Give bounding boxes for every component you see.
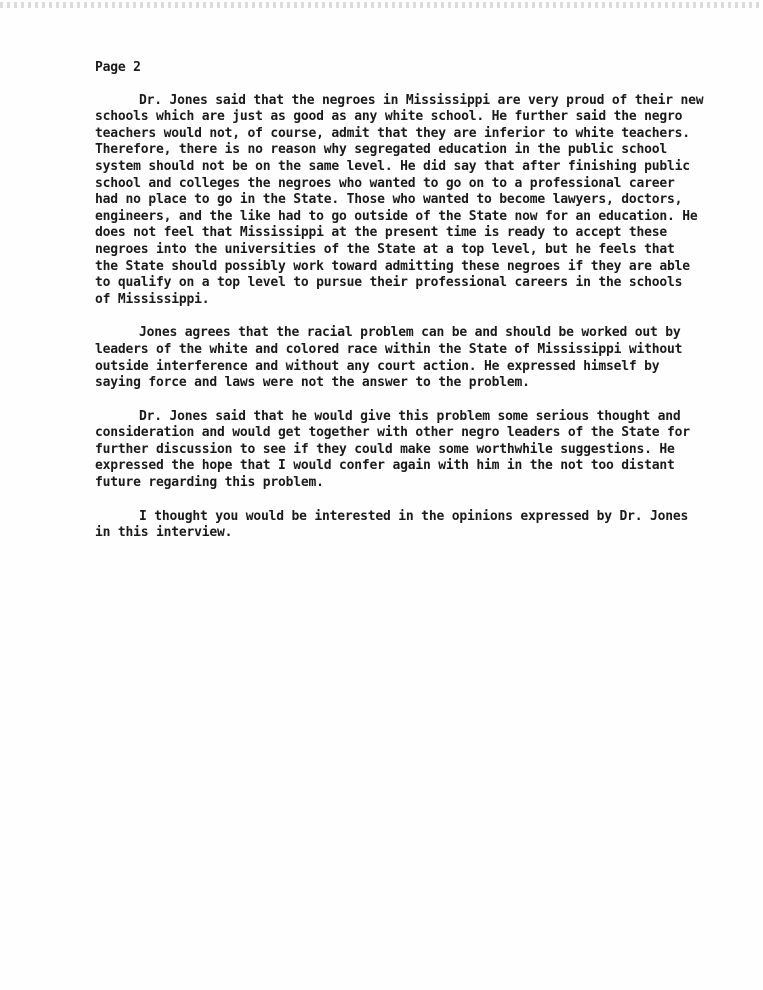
paragraph-4: I thought you would be interested in the opinions expressed by Dr. Jones in this interview. [95, 508, 696, 541]
letter-body [95, 60, 712, 559]
paragraph-1: Dr. Jones said that the negroes in Mississippi are very proud of their new schools which are just as good as any white school. He further said the negro teachers would not, of course, admit that they are inferior to white teachers. Therefore, there is no reason why segregated education in the public school system should not be on the same level. He did say that after finishing public school and colleges the negroes who wanted to go on to a professional career had no place to go in the State. Those who wanted to become lawyers, doctors, engineers, and the like had to go outside of the State now for an education. He does not feel that Mississippi at the present time is ready to accept these negroes into the universities of the State at a top level, but he feels that the State should possibly work toward admitting these negroes if they are able to qualify on a top level to pursue their professional careers in the schools of Mississippi. [95, 92, 712, 307]
paragraph-2: Jones agrees that the racial problem can be and should be worked out by leaders of the white and colored race within the State of Mississippi without outside interference and without any court action. He expressed himself by saying force and laws were not the answer to the problem. [95, 325, 690, 391]
paragraph-3: Dr. Jones said that he would give this problem some serious thought and consideration and would get together with other negro leaders of the State for further discussion to see if they could make some worthwhile suggestions. He expressed the hope that I would confer again with him in the not too distant future regarding this problem. [95, 408, 698, 491]
page-number-label: Page 2 [95, 60, 141, 75]
scan-edge-marks [0, 2, 763, 8]
